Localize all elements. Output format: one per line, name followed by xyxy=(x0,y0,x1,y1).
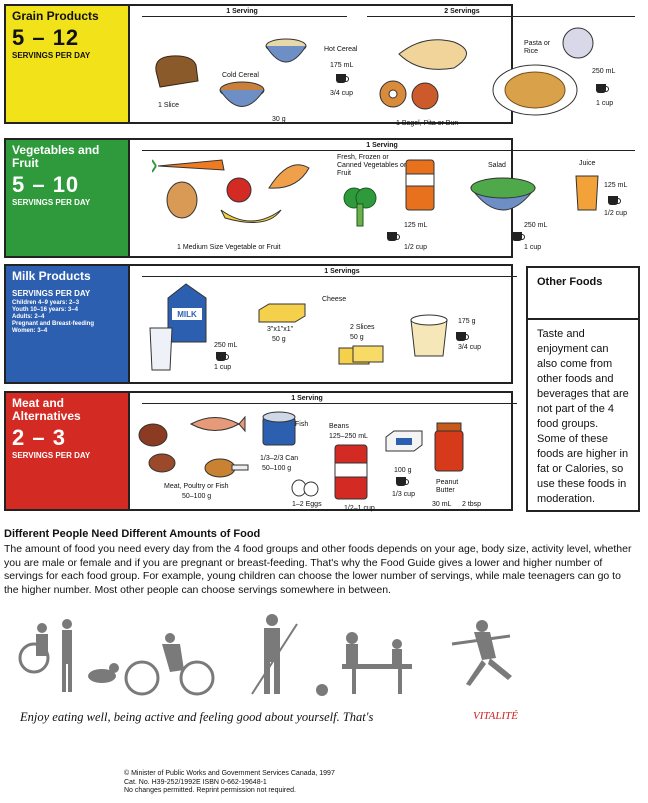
salad-label: Salad xyxy=(488,162,506,169)
meat-cut-icon xyxy=(136,421,170,449)
credit-line-2: Cat. No. H39-252/1992E ISBN 0-662-19648-1 xyxy=(124,778,267,786)
grain-panel xyxy=(4,4,616,127)
credit-line-3: No changes permitted. Reprint permission not required. xyxy=(124,787,296,794)
svg-text:MILK: MILK xyxy=(177,310,197,319)
melon-icon xyxy=(267,162,311,192)
fish-label: Fish xyxy=(295,421,309,428)
hot-cereal-ml: 175 mL xyxy=(330,62,354,69)
fresh-label: Fresh, Frozen or Canned Vegetables or Fruit xyxy=(337,154,407,177)
juice-label: Juice xyxy=(579,160,596,167)
grain-servings: SERVINGS PER DAY xyxy=(12,51,91,60)
canned-fruit-icon xyxy=(402,156,438,214)
salad-cup: 1 cup xyxy=(524,244,542,251)
beans-can-icon xyxy=(332,441,370,503)
cheese-block-icon xyxy=(257,302,307,324)
bread-slice-icon xyxy=(152,51,202,91)
yogurt-g: 175 g xyxy=(458,318,476,325)
meat-hdr: 1 Serving xyxy=(291,395,323,402)
yogurt-icon xyxy=(407,312,451,360)
peanut-butter-jar-icon xyxy=(432,421,466,473)
veg-hdr: 1 Serving xyxy=(366,142,398,149)
other-foods-text: Taste and enjoyment can also come from other foods and beverages that are not part of the 4 food groups. Some of these foods are higher in fat or Calories, so use these foods in moderation. xyxy=(537,328,629,505)
fish-fillet-icon xyxy=(187,413,247,435)
juice-ml: 125 mL xyxy=(604,182,628,189)
broccoli-icon xyxy=(340,184,380,229)
potato-icon xyxy=(162,180,202,220)
cheese-slices-label: 2 Slices xyxy=(350,324,375,331)
rice-bowl-icon xyxy=(560,26,596,60)
eggs-icon xyxy=(290,479,320,497)
beans-label: Beans xyxy=(329,423,349,430)
cheese-label: Cheese xyxy=(322,296,347,303)
can-grams: 50–100 g xyxy=(262,465,292,472)
hot-cereal-label: Hot Cereal xyxy=(324,46,358,53)
banana-icon xyxy=(217,204,287,234)
milk-note: Children 4–9 years: 2–3 Youth 10–16 years: 3–4 Adults: 2–4 Pregnant and Breast-feeding Women: 3–4 xyxy=(12,300,95,334)
pasta-cup: 1 cup xyxy=(596,100,614,107)
meat-tab xyxy=(6,393,130,509)
hot-cereal-bowl-icon xyxy=(262,36,310,76)
bagel-label: 1 Bagel, Pita or Bun xyxy=(396,120,459,127)
eggs-label: 1–2 Eggs xyxy=(292,501,322,508)
pb-tbsp: 2 tbsp xyxy=(462,501,482,508)
steak-icon xyxy=(146,451,178,475)
meat-content xyxy=(132,393,511,512)
milk-cup: 1 cup xyxy=(214,364,232,371)
milk-ml: 250 mL xyxy=(214,342,238,349)
milk-hdr: 1 Servings xyxy=(324,268,360,275)
milk-servings: SERVINGS PER DAY xyxy=(12,289,91,298)
cold-cereal-grams: 30 g xyxy=(272,116,286,123)
apple-icon xyxy=(224,174,254,204)
cheese-slices-icon xyxy=(337,344,387,368)
slice-label: 1 Slice xyxy=(158,102,180,109)
chicken-leg-icon xyxy=(202,455,252,481)
meat-servings: SERVINGS PER DAY xyxy=(12,451,91,460)
tofu-grams: 100 g xyxy=(394,467,412,474)
active-people-illustration xyxy=(12,614,612,704)
cold-cereal-label: Cold Cereal xyxy=(222,72,259,79)
bagel-bun-icon xyxy=(377,76,452,116)
pb-label: Peanut Butter xyxy=(436,479,459,494)
veg-panel xyxy=(4,138,628,258)
vitality-logo: VITALITÉ xyxy=(473,710,519,722)
section-body: The amount of food you need every day from the 4 food groups and other foods depends on your age, body size, activity level, whether you are male or female and if you are pregnant or breast-feeding. That's why the Food Guide gives a lower and higher number of servings for each food group. For example, young children can choose the lower number of servings, while male teenagers can go to the higher number. Most other people can choose servings somewhere in between. xyxy=(4,543,632,596)
tofu-icon xyxy=(384,429,424,453)
other-foods-box xyxy=(526,266,640,512)
salad-ml: 250 mL xyxy=(524,222,548,229)
meat-range: 2 – 3 xyxy=(12,425,66,450)
grain-tab xyxy=(6,6,130,122)
veg-name: Vegetables and Fruit xyxy=(12,143,100,170)
medium-label: 1 Medium Size Vegetable or Fruit xyxy=(177,244,281,251)
milk-tab xyxy=(6,266,130,382)
hot-cereal-cup: 3/4 cup xyxy=(330,90,353,97)
milk-panel xyxy=(4,264,513,384)
cheese-slices-g: 50 g xyxy=(350,334,364,341)
fresh-cup: 1/2 cup xyxy=(404,244,427,251)
pb-ml: 30 mL xyxy=(432,501,452,508)
milk-glass-icon xyxy=(146,324,176,374)
credit-block xyxy=(124,770,335,796)
grain-hdr-two: 2 Servings xyxy=(444,8,480,15)
salad-bowl-icon xyxy=(467,172,539,222)
yogurt-cup: 3/4 cup xyxy=(458,344,481,351)
fresh-ml: 125 mL xyxy=(404,222,428,229)
veg-servings: SERVINGS PER DAY xyxy=(12,198,91,207)
pasta-plate-icon xyxy=(490,58,580,118)
pasta-ml: 250 mL xyxy=(592,68,616,75)
meat-panel xyxy=(4,391,513,511)
tofu-cup: 1/3 cup xyxy=(392,491,415,498)
grain-hdr-one: 1 Serving xyxy=(226,8,258,15)
pita-icon xyxy=(394,34,484,74)
beans-cup: 1/2–1 cup xyxy=(344,505,375,512)
can-label: 1/3–2/3 Can xyxy=(260,455,299,462)
credit-line-1: © Minister of Public Works and Government Services Canada, 1997 xyxy=(124,770,335,777)
slogan-text: Enjoy eating well, being active and feeling good about yourself. That's xyxy=(20,710,374,724)
milk-content xyxy=(132,266,511,382)
cheese-block-g: 50 g xyxy=(272,336,286,343)
grain-name: Grain Products xyxy=(12,9,99,23)
carrot-icon xyxy=(152,154,232,178)
juice-cup: 1/2 cup xyxy=(604,210,627,217)
milk-name: Milk Products xyxy=(12,269,91,283)
juice-glass-icon xyxy=(572,172,602,214)
veg-tab xyxy=(6,140,130,256)
veg-content xyxy=(132,140,628,256)
cereal-bowl-icon xyxy=(217,78,267,118)
other-foods-title: Other Foods xyxy=(528,268,638,320)
meat-grams: 50–100 g xyxy=(182,493,212,500)
meat-name: Meat and Alternatives xyxy=(12,396,81,423)
grain-content xyxy=(132,6,616,127)
grain-range: 5 – 12 xyxy=(12,25,80,50)
section-title: Different People Need Different Amounts of Food xyxy=(4,528,261,540)
beans-ml: 125–250 mL xyxy=(329,433,368,440)
meat-label: Meat, Poultry or Fish xyxy=(164,483,229,490)
tuna-can-icon xyxy=(260,411,298,451)
pasta-label: Pasta or Rice xyxy=(524,40,551,55)
veg-range: 5 – 10 xyxy=(12,172,80,197)
cheese-block-size: 3"x1"x1" xyxy=(267,326,294,333)
